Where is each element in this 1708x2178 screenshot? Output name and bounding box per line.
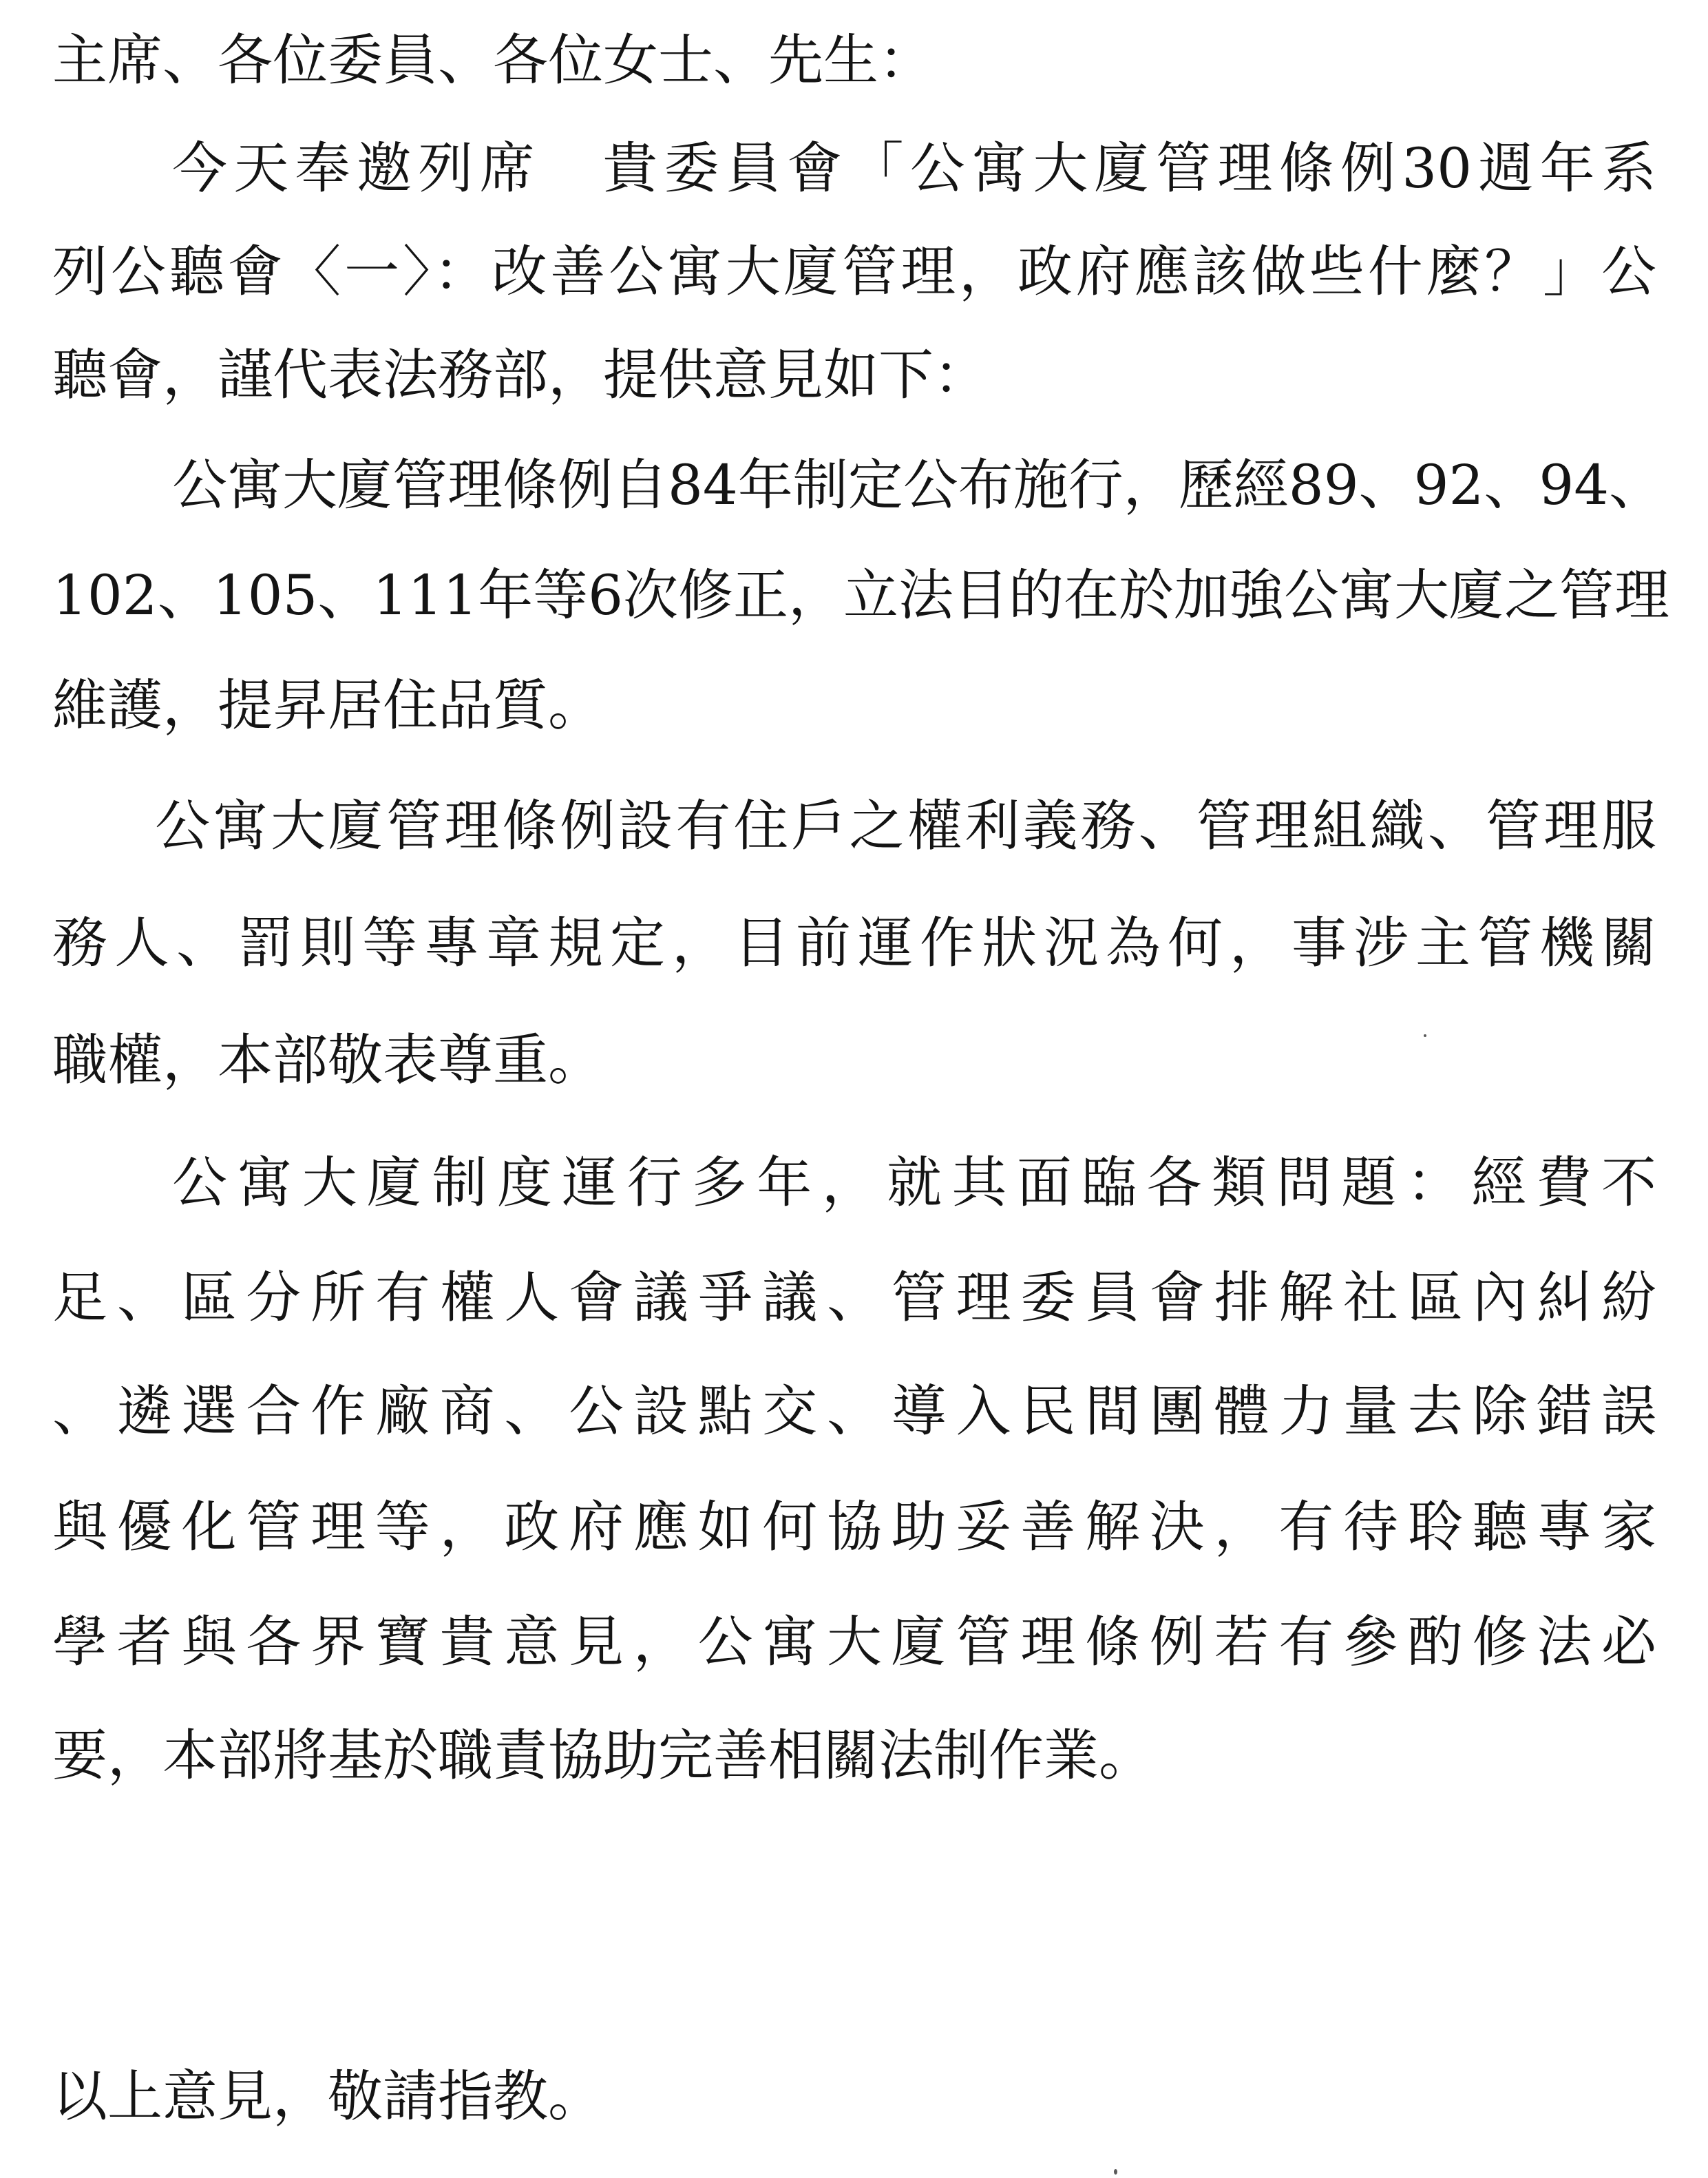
paragraph-4-line-4: 與優化管理等，政府應如何協助妥善解決，有待聆聽專家 (52, 1495, 1656, 1559)
paragraph-3-line-1: 公寓大廈管理條例設有住戶之權利義務、管理組織、管理服 (155, 794, 1656, 858)
paragraph-2-line-3: 維護，提昇居住品質。 (52, 673, 603, 737)
paragraph-4-line-6: 要，本部將基於職責協助完善相關法制作業。 (52, 1724, 1154, 1788)
scan-speck (1424, 1034, 1426, 1037)
paragraph-4-line-3: 、遴選合作廠商、公設點交、導入民間團體力量去除錯誤 (52, 1379, 1656, 1443)
paragraph-2-line-1: 公寓大廈管理條例自84年制定公布施行，歷經89、92、94、 (172, 453, 1665, 517)
paragraph-2-line-2: 102、105、111年等6次修正，立法目的在於加強公寓大廈之管理 (52, 563, 1669, 627)
paragraph-4-line-5: 學者與各界寶貴意見，公寓大廈管理條例若有參酌修法必 (52, 1610, 1656, 1674)
paragraph-1-line-1: 今天奉邀列席 貴委員會「公寓大廈管理條例30週年系 (172, 136, 1656, 200)
paragraph-1-line-3: 聽會，謹代表法務部，提供意見如下： (52, 343, 989, 407)
paragraph-4-line-1: 公寓大廈制度運行多年，就其面臨各類問題：經費不 (172, 1151, 1656, 1215)
closing: 以上意見，敬請指教。 (52, 2064, 603, 2128)
paragraph-1-line-2: 列公聽會〈一〉：改善公寓大廈管理，政府應該做些什麼？」公 (52, 240, 1656, 304)
paragraph-3-line-2: 務人、罰則等專章規定，目前運作狀況為何，事涉主管機關 (52, 911, 1656, 975)
paragraph-4-line-2: 足、區分所有權人會議爭議、管理委員會排解社區內糾紛 (52, 1266, 1656, 1330)
scan-speck (1114, 2169, 1117, 2175)
paragraph-3-line-3: 職權，本部敬表尊重。 (52, 1028, 603, 1092)
salutation: 主席、各位委員、各位女士、先生： (52, 28, 934, 92)
